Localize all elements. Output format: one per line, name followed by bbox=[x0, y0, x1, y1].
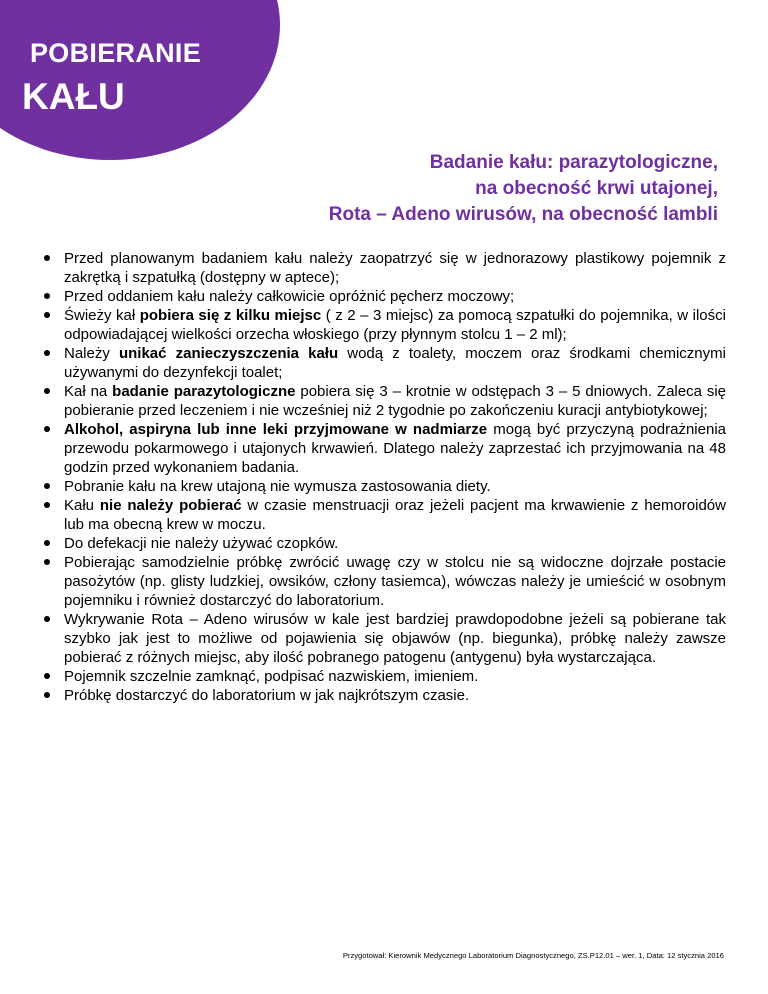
bullet-icon bbox=[44, 255, 50, 261]
list-item-text: wodą z toalety, moczem oraz środkami chemicznymi używanymi do dezynfekcji toalet; bbox=[64, 345, 726, 381]
list-item-text: pobiera się 3 – krotnie w odstępach 3 – 5 dniowych. Zaleca się pobieranie przed leczeniem i nie wcześniej niż 2 tygodnie po zakończeniu kuracji antybiotykowej; bbox=[64, 383, 727, 419]
list-item bbox=[44, 477, 726, 496]
bullet-icon bbox=[44, 692, 50, 698]
bullet-icon bbox=[44, 350, 50, 356]
list-item bbox=[44, 534, 726, 553]
emphasis-text: unikać zanieczyszczenia kału bbox=[118, 345, 339, 362]
list-item bbox=[44, 496, 726, 534]
list-item bbox=[44, 686, 726, 705]
list-item bbox=[44, 553, 726, 610]
bullet-icon bbox=[44, 559, 50, 565]
list-item-text: Pobranie kału na krew utajoną nie wymusza zastosowania diety. bbox=[64, 478, 491, 495]
bullet-icon bbox=[44, 293, 50, 299]
list-item-text: Wykrywanie Rota – Adeno wirusów w kale jest bardziej prawdopodobne jeżeli są pobierane tak szybko jak jest to możliwe od pojawienia się objawów (np. biegunka), próbkę należy zawsze pobierać z różnych miejsc, aby ilość pobranego patogenu (antygenu) była wystarczająca. bbox=[64, 611, 726, 666]
emphasis-text: nie należy pobierać bbox=[99, 497, 242, 514]
list-item-text: mogą być przyczyną podrażnienia przewodu pokarmowego i utajonych krwawień. Dlatego należy zaprzestać ich przyjmowania na 48 godzin przed wykonaniem badania. bbox=[64, 421, 726, 476]
list-item bbox=[44, 382, 726, 420]
emphasis-text: badanie parazytologiczne bbox=[112, 383, 296, 400]
instruction-list bbox=[44, 249, 726, 705]
subtitle-line3: Rota – Adeno wirusów, na obecność lambli bbox=[328, 204, 718, 225]
footer-note: Przygotował: Kierownik Medycznego Laboratorium Diagnostycznego, ZS.P12.01 – wer. 1, Data: 12 stycznia 2016 bbox=[342, 951, 724, 960]
list-item-text: Świeży kał bbox=[64, 307, 140, 324]
list-item bbox=[44, 249, 726, 287]
bullet-icon bbox=[44, 388, 50, 394]
bullet-icon bbox=[44, 483, 50, 489]
list-item-text: Próbkę dostarczyć do laboratorium w jak najkrótszym czasie. bbox=[64, 687, 470, 704]
list-item-text: Przed oddaniem kału należy całkowicie opróżnić pęcherz moczowy; bbox=[64, 288, 515, 305]
list-item bbox=[44, 667, 726, 686]
list-item-text: Należy bbox=[64, 345, 119, 362]
list-item bbox=[44, 420, 726, 477]
list-item-text: Kał na bbox=[64, 383, 113, 400]
bullet-icon bbox=[44, 673, 50, 679]
list-item-text: Pojemnik szczelnie zamknąć, podpisać nazwiskiem, imieniem. bbox=[64, 668, 479, 685]
list-item-text: Pobierając samodzielnie próbkę zwrócić uwagę czy w stolcu nie są widoczne dojrzałe postacie pasożytów (np. glisty ludzkiej, owsików, człony tasiemca), wówczas należy je umieścić w osobnym pojemniku i również dostarczyć do laboratorium. bbox=[64, 554, 726, 609]
list-item-text: Do defekacji nie należy używać czopków. bbox=[64, 535, 339, 552]
bullet-icon bbox=[44, 540, 50, 546]
list-item bbox=[44, 306, 726, 344]
list-item-text: Kału bbox=[64, 497, 100, 514]
subtitle-line1: Badanie kału: parazytologiczne, bbox=[429, 152, 718, 173]
list-item bbox=[44, 344, 726, 382]
subtitle-line2: na obecność krwi utajonej, bbox=[475, 178, 718, 199]
list-item bbox=[44, 610, 726, 667]
list-item-text: Przed planowanym badaniem kału należy zaopatrzyć się w jednorazowy plastikowy pojemnik z zakrętką i szpatułką (dostępny w aptece); bbox=[64, 250, 726, 286]
bullet-icon bbox=[44, 616, 50, 622]
banner-title-line2: KAŁU bbox=[22, 76, 125, 117]
emphasis-text: pobiera się z kilku miejsc bbox=[139, 307, 322, 324]
emphasis-text: Alkohol, aspiryna lub inne leki przyjmowane w nadmiarze bbox=[64, 421, 488, 438]
list-item-text: w czasie menstruacji oraz jeżeli pacjent ma krwawienie z hemoroidów lub ma obecną krew w moczu. bbox=[64, 497, 726, 533]
subtitle bbox=[329, 150, 718, 228]
banner-title-line1: POBIERANIE bbox=[30, 38, 202, 68]
list-item bbox=[44, 287, 726, 306]
list-item-text: ( z 2 – 3 miejsc) za pomocą szpatułki do pojemnika, w ilości odpowiadającej wielkości orzecha włoskiego (przy płynnym stolcu 1 – 2 ml); bbox=[64, 307, 726, 343]
bullet-icon bbox=[44, 502, 50, 508]
bullet-icon bbox=[44, 312, 50, 318]
bullet-icon bbox=[44, 426, 50, 432]
